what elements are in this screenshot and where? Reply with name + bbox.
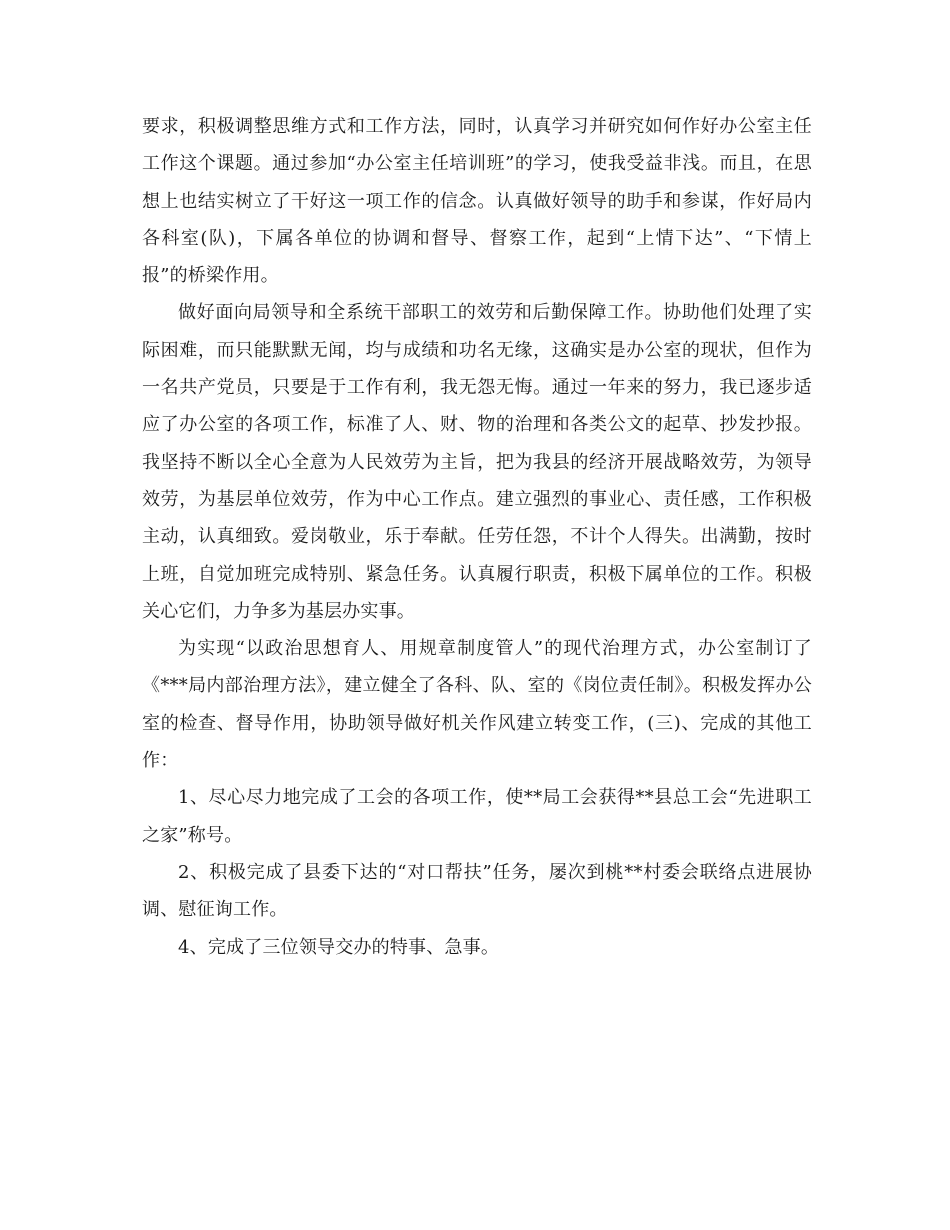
paragraph-1: 要求，积极调整思维方式和工作方法，同时，认真学习并研究如何作好办公室主任工作这个课题。通过参加“办公室主任培训班”的学习，使我受益非浅。而且，在思想上也结实树立了干好这一项工作的信念。认真做好领导的助手和参谋，作好局内各科室(队)，下属各单位的协调和督导、督察工作，起到“上情下达”、“下情上报”的桥梁作用。 xyxy=(142,116,812,287)
list-item-1: 1、尽心尽力地完成了工会的各项工作，使**局工会获得**县总工会“先进职工之家”称号。 xyxy=(142,787,812,846)
document-body xyxy=(142,108,812,966)
list-item-4: 4、完成了三位领导交办的特事、急事。 xyxy=(178,936,500,958)
paragraph-2: 做好面向局领导和全系统干部职工的效劳和后勤保障工作。协助他们处理了实际困难，而只能默默无闻，均与成绩和功名无缘，这确实是办公室的现状，但作为一名共产党员，只要是于工作有利，我无怨无悔。通过一年来的努力，我已逐步适应了办公室的各项工作，标准了人、财、物的治理和各类公文的起草、抄发抄报。我坚持不断以全心全意为人民效劳为主旨，把为我县的经济开展战略效劳，为领导效劳，为基层单位效劳，作为中心工作点。建立强烈的事业心、责任感，工作积极主动，认真细致。爱岗敬业，乐于奉献。任劳任怨，不计个人得失。出满勤，按时上班，自觉加班完成特别、紧急任务。认真履行职责，积极下属单位的工作。积极关心它们，力争多为基层办实事。 xyxy=(142,302,812,622)
list-item-2: 2、积极完成了县委下达的“对口帮扶”任务，屡次到桃**村委会联络点进展协调、慰征询工作。 xyxy=(142,861,812,921)
paragraph-3: 为实现“以政治思想育人、用规章制度管人”的现代治理方式，办公室制订了《***局内部治理方法》，建立健全了各科、队、室的《岗位责任制》。积极发挥办公室的检查、督导作用，协助领导做好机关作风建立转变工作，(三)、完成的其他工作： xyxy=(142,638,812,772)
